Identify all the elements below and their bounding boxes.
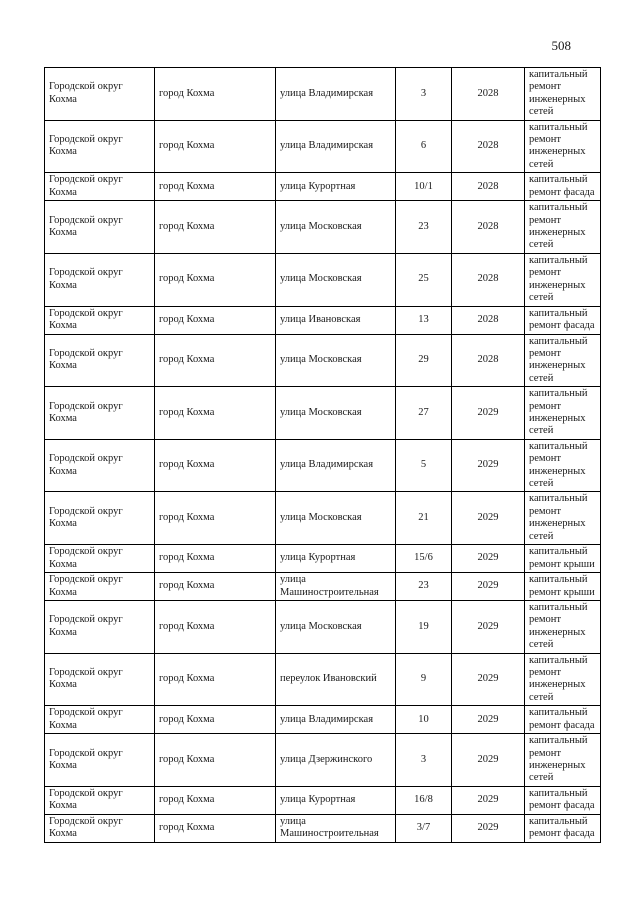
street-cell: улица Московская [276,601,396,654]
street-cell: переулок Ивановский [276,653,396,706]
district-cell: Городской округ Кохма [45,601,155,654]
house-number-cell: 3 [396,68,452,121]
house-number-cell: 5 [396,439,452,492]
house-number-cell: 10 [396,706,452,734]
locality-cell: город Кохма [155,306,276,334]
table-row [45,653,601,706]
work-type-cell: капитальный ремонт инженерных сетей [525,253,601,306]
table-row [45,492,601,545]
district-cell: Городской округ Кохма [45,706,155,734]
street-cell: улица Московская [276,387,396,440]
street-cell: улица Машиностроительная [276,573,396,601]
locality-cell: город Кохма [155,706,276,734]
locality-cell: город Кохма [155,734,276,787]
street-cell: улица Курортная [276,786,396,814]
work-type-cell: капитальный ремонт инженерных сетей [525,68,601,121]
house-number-cell: 10/1 [396,173,452,201]
table-row [45,201,601,254]
locality-cell: город Кохма [155,68,276,121]
house-number-cell: 25 [396,253,452,306]
table-row [45,706,601,734]
year-cell: 2028 [452,68,525,121]
house-number-cell: 19 [396,601,452,654]
table-row [45,786,601,814]
district-cell: Городской округ Кохма [45,387,155,440]
locality-cell: город Кохма [155,601,276,654]
work-type-cell: капитальный ремонт инженерных сетей [525,734,601,787]
locality-cell: город Кохма [155,334,276,387]
work-type-cell: капитальный ремонт инженерных сетей [525,492,601,545]
street-cell: улица Ивановская [276,306,396,334]
year-cell: 2028 [452,334,525,387]
year-cell: 2029 [452,545,525,573]
year-cell: 2029 [452,814,525,842]
table-row [45,545,601,573]
repair-schedule-table [44,67,601,843]
table-row [45,253,601,306]
district-cell: Городской округ Кохма [45,120,155,173]
year-cell: 2028 [452,306,525,334]
locality-cell: город Кохма [155,120,276,173]
street-cell: улица Курортная [276,173,396,201]
year-cell: 2029 [452,439,525,492]
work-type-cell: капитальный ремонт инженерных сетей [525,387,601,440]
district-cell: Городской округ Кохма [45,439,155,492]
street-cell: улица Владимирская [276,68,396,121]
district-cell: Городской округ Кохма [45,786,155,814]
house-number-cell: 23 [396,201,452,254]
year-cell: 2029 [452,492,525,545]
table-row [45,120,601,173]
table-row [45,814,601,842]
house-number-cell: 3 [396,734,452,787]
year-cell: 2029 [452,573,525,601]
table-row [45,573,601,601]
street-cell: улица Московская [276,334,396,387]
house-number-cell: 16/8 [396,786,452,814]
locality-cell: город Кохма [155,439,276,492]
house-number-cell: 23 [396,573,452,601]
table-row [45,387,601,440]
year-cell: 2028 [452,173,525,201]
house-number-cell: 29 [396,334,452,387]
house-number-cell: 9 [396,653,452,706]
table-row [45,334,601,387]
street-cell: улица Машиностроительная [276,814,396,842]
work-type-cell: капитальный ремонт инженерных сетей [525,601,601,654]
locality-cell: город Кохма [155,814,276,842]
street-cell: улица Московская [276,253,396,306]
district-cell: Городской округ Кохма [45,334,155,387]
district-cell: Городской округ Кохма [45,653,155,706]
house-number-cell: 6 [396,120,452,173]
street-cell: улица Владимирская [276,439,396,492]
year-cell: 2028 [452,253,525,306]
work-type-cell: капитальный ремонт фасада [525,306,601,334]
district-cell: Городской округ Кохма [45,492,155,545]
work-type-cell: капитальный ремонт инженерных сетей [525,653,601,706]
year-cell: 2029 [452,653,525,706]
district-cell: Городской округ Кохма [45,573,155,601]
street-cell: улица Московская [276,492,396,545]
work-type-cell: капитальный ремонт инженерных сетей [525,201,601,254]
year-cell: 2029 [452,706,525,734]
work-type-cell: капитальный ремонт фасада [525,786,601,814]
house-number-cell: 27 [396,387,452,440]
district-cell: Городской округ Кохма [45,68,155,121]
work-type-cell: капитальный ремонт инженерных сетей [525,439,601,492]
street-cell: улица Дзержинского [276,734,396,787]
district-cell: Городской округ Кохма [45,201,155,254]
year-cell: 2028 [452,120,525,173]
district-cell: Городской округ Кохма [45,306,155,334]
locality-cell: город Кохма [155,253,276,306]
street-cell: улица Владимирская [276,120,396,173]
year-cell: 2029 [452,601,525,654]
year-cell: 2029 [452,734,525,787]
page-number: 508 [551,38,571,53]
year-cell: 2029 [452,786,525,814]
locality-cell: город Кохма [155,387,276,440]
locality-cell: город Кохма [155,573,276,601]
house-number-cell: 21 [396,492,452,545]
district-cell: Городской округ Кохма [45,814,155,842]
locality-cell: город Кохма [155,173,276,201]
work-type-cell: капитальный ремонт фасада [525,706,601,734]
table-row [45,601,601,654]
work-type-cell: капитальный ремонт фасада [525,173,601,201]
locality-cell: город Кохма [155,786,276,814]
house-number-cell: 13 [396,306,452,334]
locality-cell: город Кохма [155,653,276,706]
locality-cell: город Кохма [155,492,276,545]
table-row [45,439,601,492]
work-type-cell: капитальный ремонт фасада [525,814,601,842]
table-row [45,68,601,121]
house-number-cell: 15/6 [396,545,452,573]
table-row [45,306,601,334]
street-cell: улица Московская [276,201,396,254]
table-row [45,173,601,201]
district-cell: Городской округ Кохма [45,734,155,787]
street-cell: улица Владимирская [276,706,396,734]
house-number-cell: 3/7 [396,814,452,842]
locality-cell: город Кохма [155,201,276,254]
work-type-cell: капитальный ремонт инженерных сетей [525,334,601,387]
district-cell: Городской округ Кохма [45,545,155,573]
table-body [45,68,601,843]
street-cell: улица Курортная [276,545,396,573]
year-cell: 2028 [452,201,525,254]
work-type-cell: капитальный ремонт крыши [525,545,601,573]
locality-cell: город Кохма [155,545,276,573]
work-type-cell: капитальный ремонт крыши [525,573,601,601]
district-cell: Городской округ Кохма [45,173,155,201]
work-type-cell: капитальный ремонт инженерных сетей [525,120,601,173]
table-row [45,734,601,787]
year-cell: 2029 [452,387,525,440]
district-cell: Городской округ Кохма [45,253,155,306]
